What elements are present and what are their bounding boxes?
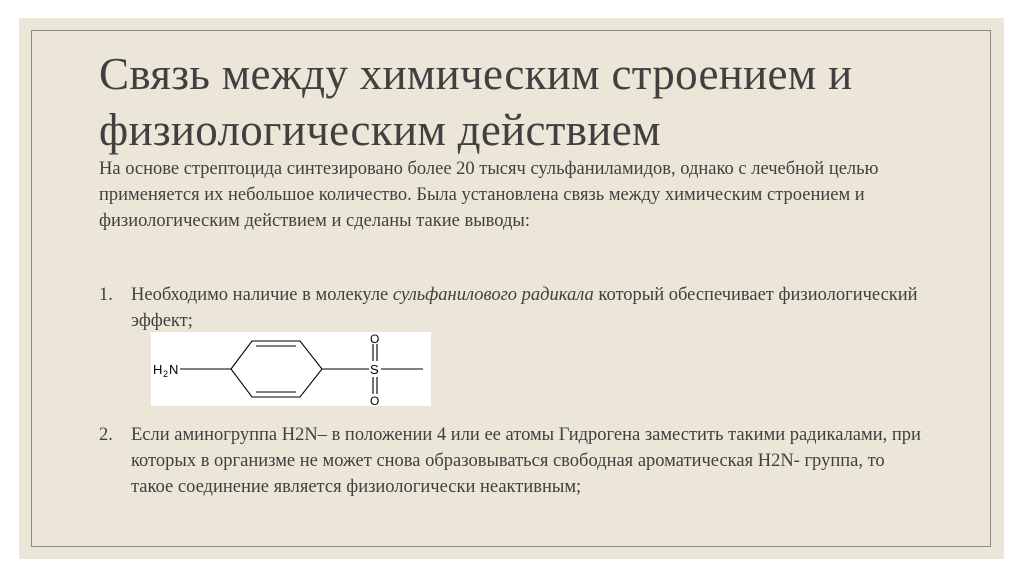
list-item-1-text [131, 282, 929, 334]
benzene-ring [231, 341, 322, 397]
list-item-2 [99, 422, 929, 500]
slide-title: Связь между химическим строением и физиологическим действием [99, 49, 853, 155]
sulfur-label: S [370, 362, 379, 377]
oxygen-bottom-label: O [370, 394, 380, 406]
slide [19, 18, 1004, 559]
list-item-2-number: 2. [99, 425, 113, 445]
list-item-1-text-after: который обеспечивает физиологический эффект; [131, 285, 918, 331]
sulfanilyl-structure-image [151, 332, 431, 406]
oxygen-top-label: O [370, 332, 380, 346]
amine-n-label: N [169, 362, 179, 377]
amine-h-label: H [153, 362, 163, 377]
sulfanilyl-structure-diagram [151, 332, 431, 406]
list-item-1-text-before: Необходимо наличие в молекуле [131, 285, 393, 305]
list-item-1 [99, 282, 929, 334]
amine-subscript-label: 2 [163, 369, 169, 379]
list-item-1-emphasis: сульфанилового радикала [392, 285, 594, 305]
list-item-2-text: Если аминогруппа H2N– в положении 4 или ее атомы Гидрогена заместить такими радикалами, при которых в организме не может снова образовываться свободная ароматическая H2N- группа, то такое соединение является физиологически неактивным; [131, 425, 921, 497]
intro-paragraph: На основе стрептоцида синтезировано более 20 тысяч сульфаниламидов, однако с лечебной целью применяется их небольшое количество. Была установлена связь между химическим строением и физиологическим действием и сделаны такие выводы: [99, 159, 879, 231]
list-item-1-number: 1. [99, 285, 113, 305]
